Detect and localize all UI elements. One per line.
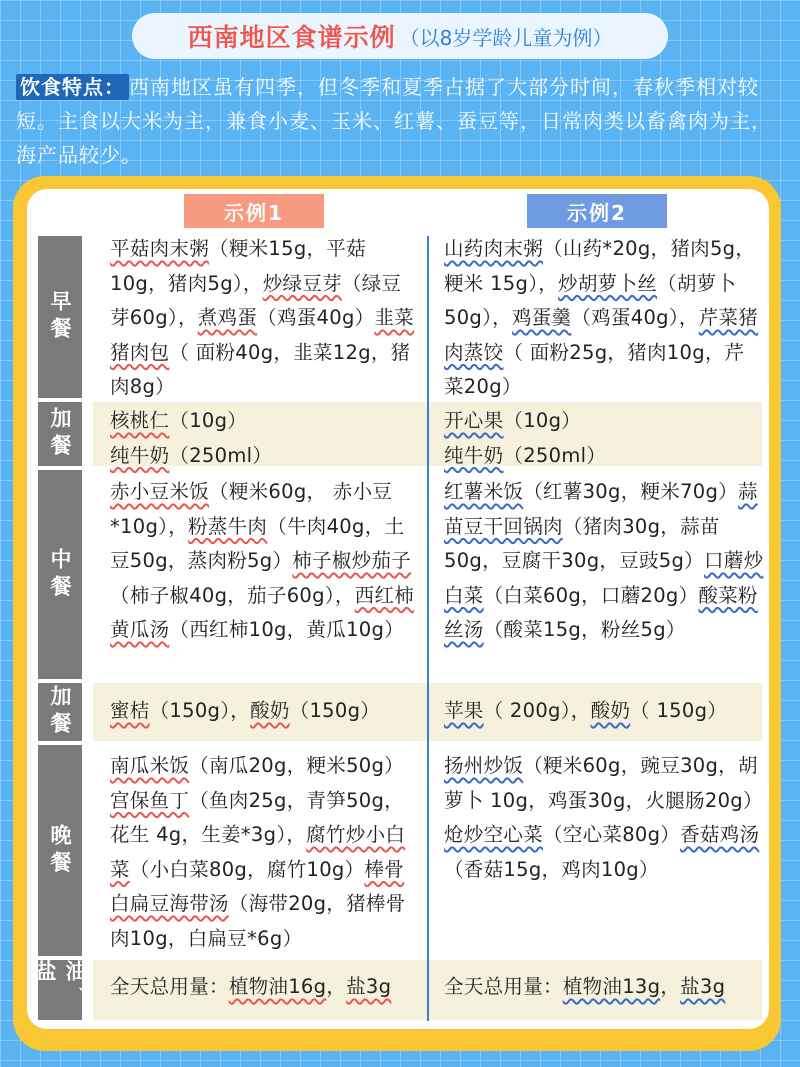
dish-item xyxy=(444,404,764,439)
dish-item xyxy=(198,306,375,329)
dish-portion: （空心菜80g） xyxy=(543,823,681,846)
dish-portion: （胡萝卜 50g）， xyxy=(444,271,737,329)
dish-name: 平菇肉末粥 xyxy=(110,237,210,260)
cell-snack2-1 xyxy=(110,694,420,729)
cell-lunch-1 xyxy=(110,475,420,648)
intro-paragraph xyxy=(16,70,791,172)
title-banner xyxy=(132,13,668,59)
dish-name: 炒绿豆芽 xyxy=(262,271,342,295)
dish-portion: （鸡蛋40g） xyxy=(257,306,375,329)
dish-portion: （10g） xyxy=(503,409,582,432)
dish-portion: （粳米60g， 赤小豆*10g）， xyxy=(110,480,393,538)
dish-item xyxy=(110,404,420,439)
dish-item xyxy=(346,975,391,998)
dish-name: 酸奶 xyxy=(590,699,631,722)
dish-name: 粉蒸牛肉 xyxy=(188,514,268,538)
dish-name: 鸡蛋羹 xyxy=(511,306,572,329)
dish-name: 酸菜粉丝汤 xyxy=(444,583,758,641)
dish-name: 柿子椒炒茄子 xyxy=(292,549,412,572)
cell-oil-2 xyxy=(444,970,764,1005)
dish-item xyxy=(444,439,764,474)
meal-label-breakfast: 早餐 xyxy=(38,236,82,398)
column-header-example-1: 示例1 xyxy=(184,194,324,228)
dish-portion: （酸菜15g，粉丝5g） xyxy=(483,618,686,641)
dish-name: 山药肉末粥 xyxy=(444,237,544,260)
dish-name: 炝炒空心菜 xyxy=(444,823,544,846)
meal-label-snack2: 加餐 xyxy=(38,683,82,741)
dish-portion: （粳米15g，平菇10g，猪肉5g）， xyxy=(110,237,366,295)
dish-name: 开心果 xyxy=(444,409,504,432)
dish-item xyxy=(591,699,728,722)
dish-portion: （ 面粉40g，韭菜12g，猪肉8g） xyxy=(110,340,411,398)
dish-item xyxy=(444,975,680,998)
dish-portion: （250ml） xyxy=(169,443,273,467)
dish-name: 韭菜猪肉包 xyxy=(110,306,415,364)
dish-portion: （绿豆芽60g）， xyxy=(110,271,402,329)
page-title: 西南地区食谱示例 xyxy=(187,23,396,52)
dish-name: 煮鸡蛋 xyxy=(197,306,258,329)
dish-name: 红薯米饭 xyxy=(444,480,524,503)
dish-name: 扬州炒饭 xyxy=(444,754,524,777)
dish-name: 棒骨白扁豆海带汤 xyxy=(110,857,405,915)
dish-portion: （鸡蛋40g）， xyxy=(571,306,699,329)
cell-snack1-1 xyxy=(110,404,420,473)
dish-name: 核桃仁 xyxy=(110,409,170,432)
meal-label-dinner: 晚餐 xyxy=(38,745,82,956)
dish-portion: （小白菜80g，腐竹10g） xyxy=(129,857,365,881)
meal-label-lunch: 中餐 xyxy=(38,470,82,679)
dish-name: 南瓜米饭 xyxy=(110,754,190,777)
dish-prefix: 全天总用量： xyxy=(110,975,229,998)
dish-item xyxy=(444,823,680,846)
dish-name: 纯牛奶 xyxy=(110,443,170,467)
dish-item xyxy=(110,754,404,777)
dish-item xyxy=(110,439,420,474)
intro-label: 饮食特点： xyxy=(16,74,129,100)
dish-name: 苹果 xyxy=(444,699,484,722)
dish-item xyxy=(444,480,738,503)
dish-item xyxy=(110,699,250,722)
dish-portion: （西红柿10g，黄瓜10g） xyxy=(169,618,404,641)
dish-item xyxy=(250,699,380,722)
dish-portion: （ 150g） xyxy=(630,699,728,722)
dish-portion: （10g） xyxy=(169,409,248,432)
cell-dinner-1 xyxy=(110,749,420,956)
dish-name: 酸奶 xyxy=(250,699,290,722)
dish-name: 西红柿黄瓜汤 xyxy=(110,583,415,641)
cell-breakfast-1 xyxy=(110,232,420,405)
column-header-example-2: 示例2 xyxy=(527,194,667,228)
meal-label-oil-salt: 油、盐 xyxy=(38,960,82,1020)
dish-portion: （红薯30g，粳米70g） xyxy=(523,480,738,503)
dish-item xyxy=(512,306,699,329)
dish-portion: （海带20g，猪棒骨肉10g，白扁豆*6g） xyxy=(110,892,406,950)
dish-item xyxy=(110,975,346,998)
dish-name: 口蘑炒白菜 xyxy=(444,549,764,607)
dish-name: 纯牛奶 xyxy=(444,443,504,467)
cell-snack1-2 xyxy=(444,404,764,473)
dish-name: 植物油13g xyxy=(562,975,661,998)
dish-item xyxy=(444,754,763,812)
dish-portion: （牛肉40g，土豆50g，蒸肉粉5g） xyxy=(110,514,405,572)
dish-portion: （山药*20g，猪肉5g，粳米 15g）， xyxy=(444,237,756,295)
column-divider xyxy=(427,236,429,1021)
dish-name: 芹菜猪肉蒸饺 xyxy=(444,306,759,364)
dish-name: 蜜桔 xyxy=(110,699,150,722)
dish-prefix: 全天总用量： xyxy=(444,975,563,998)
dish-name: 宫保鱼丁 xyxy=(110,788,190,812)
dish-portion: （南瓜20g，粳米50g） xyxy=(189,754,404,777)
dish-portion: （ 200g）， xyxy=(483,699,591,722)
cell-oil-1 xyxy=(110,970,420,1005)
dish-name: 植物油16g xyxy=(228,975,327,998)
dish-item xyxy=(444,699,591,722)
dish-name: 盐3g xyxy=(680,975,726,998)
dish-portion: （粳米60g，豌豆30g，胡萝卜 10g，鸡蛋30g，火腿肠20g） xyxy=(444,754,763,812)
intro-text: 西南地区虽有四季，但冬季和夏季占据了大部分时间，春秋季相对较短。主食以大米为主，兼食小麦、玉米、红薯、蚕豆等，日常肉类以畜禽肉为主，海产品较少。 xyxy=(16,75,772,167)
cell-dinner-2 xyxy=(444,749,764,887)
dish-portion: （猪肉30g，蒜苗50g，豆腐干30g，豆豉5g） xyxy=(444,514,720,572)
page-subtitle: （以8岁学龄儿童为例） xyxy=(399,25,613,50)
dish-name: 香菇鸡汤 xyxy=(680,823,760,846)
dish-portion: （香菇15g，鸡肉10g） xyxy=(444,857,659,881)
dish-portion: （150g） xyxy=(289,699,381,722)
dish-name: 腐竹炒小白菜 xyxy=(110,823,406,881)
dish-name: 赤小豆米饭 xyxy=(110,480,210,503)
dish-portion: （鱼肉25g，青笋50g，花生 4g，生姜*3g）， xyxy=(110,788,404,846)
dish-name: 蒜苗豆干回锅肉 xyxy=(444,480,758,538)
cell-lunch-2 xyxy=(444,475,764,648)
meal-label-snack1: 加餐 xyxy=(38,402,82,466)
dish-name: 盐3g xyxy=(346,975,392,998)
dish-name: 炒胡萝卜丝 xyxy=(558,271,658,295)
dish-portion: ， xyxy=(326,975,347,998)
dish-portion: （白菜60g，口蘑20g） xyxy=(483,583,699,607)
dish-portion: （150g）， xyxy=(149,699,251,722)
cell-snack2-2 xyxy=(444,694,764,729)
dish-portion: （柿子椒40g，茄子60g）， xyxy=(110,583,355,607)
cell-breakfast-2 xyxy=(444,232,764,405)
dish-portion: （ 面粉25g，猪肉10g，芹菜20g） xyxy=(444,340,745,398)
dish-portion: ， xyxy=(660,975,681,998)
dish-item xyxy=(680,975,725,998)
dish-portion: （250ml） xyxy=(503,443,607,467)
